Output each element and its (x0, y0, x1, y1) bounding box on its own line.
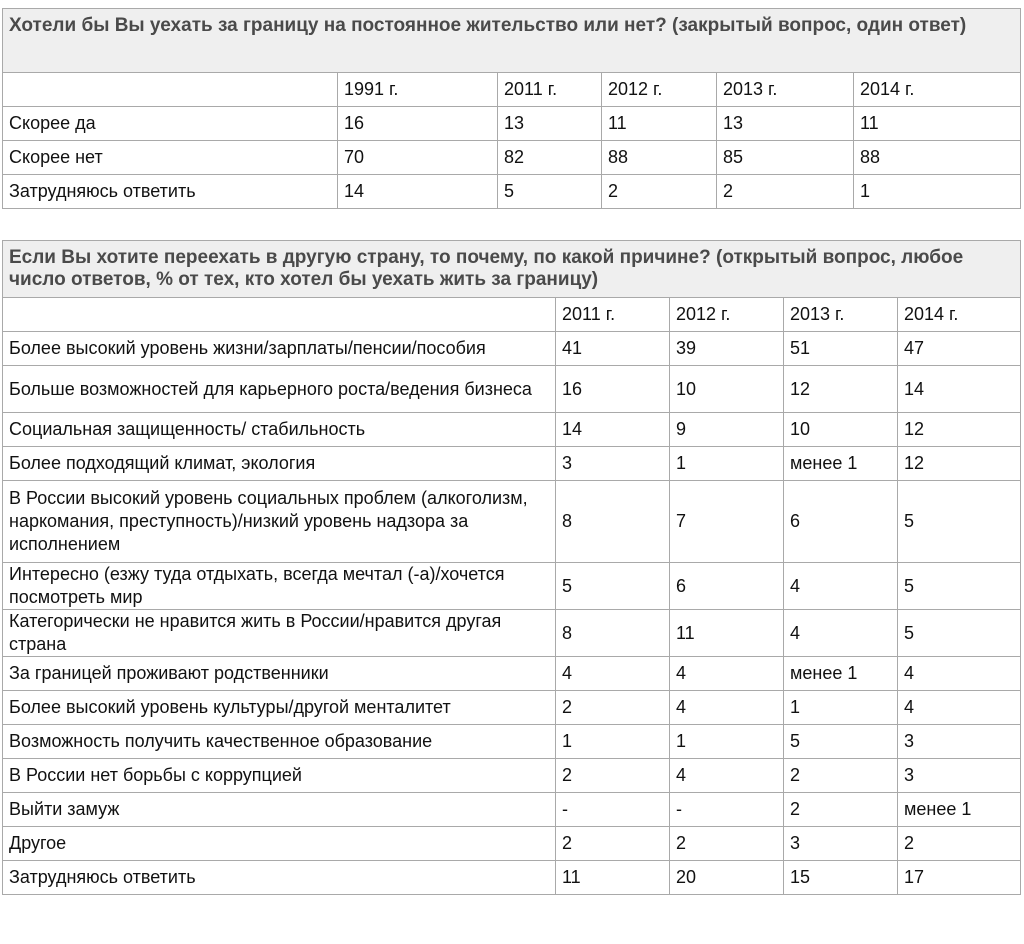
header-cell: 2011 г. (556, 298, 670, 332)
header-cell: 2011 г. (498, 73, 602, 107)
cell-value: 41 (556, 332, 670, 366)
table-row (3, 563, 1021, 610)
cell-value: 47 (898, 332, 1021, 366)
cell-value: 51 (784, 332, 898, 366)
cell-value: 1 (854, 175, 1021, 209)
table-header-row (3, 73, 1021, 107)
cell-value: 10 (670, 366, 784, 413)
cell-value: 2 (556, 759, 670, 793)
cell-value: 2 (602, 175, 717, 209)
cell-value: 88 (854, 141, 1021, 175)
cell-value: 5 (784, 725, 898, 759)
header-cell: 2012 г. (670, 298, 784, 332)
header-cell: 2013 г. (717, 73, 854, 107)
cell-value: 3 (898, 759, 1021, 793)
header-cell: 1991 г. (338, 73, 498, 107)
cell-value: 12 (898, 447, 1021, 481)
table-row (3, 861, 1021, 895)
table-row (3, 610, 1021, 657)
table-row (3, 447, 1021, 481)
cell-value: - (670, 793, 784, 827)
cell-value: 6 (670, 563, 784, 610)
table-caption-row (3, 9, 1021, 73)
cell-value: 13 (498, 107, 602, 141)
cell-value: 2 (556, 827, 670, 861)
cell-value: 5 (898, 563, 1021, 610)
table-row (3, 759, 1021, 793)
cell-value: 14 (556, 413, 670, 447)
row-label: Более высокий уровень культуры/другой менталитет (3, 691, 556, 725)
cell-value: 5 (898, 481, 1021, 563)
cell-value: 9 (670, 413, 784, 447)
header-cell: 2013 г. (784, 298, 898, 332)
cell-value: 4 (784, 610, 898, 657)
emigration-reasons-table (2, 240, 1021, 895)
cell-value: 1 (670, 725, 784, 759)
cell-value: 5 (498, 175, 602, 209)
cell-value: 8 (556, 610, 670, 657)
cell-value: 2 (784, 793, 898, 827)
table-row (3, 366, 1021, 413)
row-label: За границей проживают родственники (3, 657, 556, 691)
header-cell (3, 73, 338, 107)
cell-value: 2 (898, 827, 1021, 861)
cell-value: 1 (556, 725, 670, 759)
cell-value: 2 (784, 759, 898, 793)
cell-value: 15 (784, 861, 898, 895)
cell-value: менее 1 (898, 793, 1021, 827)
cell-value: 4 (556, 657, 670, 691)
row-label: Интересно (езжу туда отдыхать, всегда мечтал (-а)/хочется посмотреть мир (3, 563, 556, 610)
cell-value: 88 (602, 141, 717, 175)
cell-value: 1 (670, 447, 784, 481)
cell-value: 16 (556, 366, 670, 413)
cell-value: 11 (854, 107, 1021, 141)
row-label: Категорически не нравится жить в России/нравится другая страна (3, 610, 556, 657)
cell-value: 11 (670, 610, 784, 657)
row-label: В России высокий уровень социальных проблем (алкоголизм, наркомания, преступность)/низкий уровень надзора за исполнением (3, 481, 556, 563)
table-row (3, 175, 1021, 209)
cell-value: 4 (784, 563, 898, 610)
table-row (3, 107, 1021, 141)
header-cell: 2014 г. (898, 298, 1021, 332)
cell-value: 1 (784, 691, 898, 725)
table-row (3, 413, 1021, 447)
row-label: Скорее нет (3, 141, 338, 175)
cell-value: 5 (556, 563, 670, 610)
cell-value: 3 (784, 827, 898, 861)
cell-value: 11 (602, 107, 717, 141)
cell-value: 13 (717, 107, 854, 141)
table-row (3, 691, 1021, 725)
cell-value: 4 (898, 657, 1021, 691)
row-label: Выйти замуж (3, 793, 556, 827)
cell-value: 82 (498, 141, 602, 175)
cell-value: 2 (556, 691, 670, 725)
header-cell: 2014 г. (854, 73, 1021, 107)
cell-value: 14 (338, 175, 498, 209)
cell-value: 20 (670, 861, 784, 895)
cell-value: 2 (670, 827, 784, 861)
table-row (3, 657, 1021, 691)
table2-caption: Если Вы хотите переехать в другую страну, то почему, по какой причине? (открытый вопрос, любое число ответов, % от тех, кто хотел бы уехать жить за границу) (3, 241, 1021, 298)
row-label: В России нет борьбы с коррупцией (3, 759, 556, 793)
row-label: Затрудняюсь ответить (3, 861, 556, 895)
cell-value: менее 1 (784, 447, 898, 481)
header-cell: 2012 г. (602, 73, 717, 107)
row-label: Затрудняюсь ответить (3, 175, 338, 209)
row-label: Социальная защищенность/ стабильность (3, 413, 556, 447)
row-label: Более подходящий климат, экология (3, 447, 556, 481)
cell-value: 3 (898, 725, 1021, 759)
cell-value: 39 (670, 332, 784, 366)
cell-value: - (556, 793, 670, 827)
cell-value: 16 (338, 107, 498, 141)
cell-value: 17 (898, 861, 1021, 895)
cell-value: 85 (717, 141, 854, 175)
cell-value: 4 (670, 759, 784, 793)
header-cell (3, 298, 556, 332)
cell-value: 4 (670, 691, 784, 725)
cell-value: менее 1 (784, 657, 898, 691)
table-header-row (3, 298, 1021, 332)
table-row (3, 332, 1021, 366)
table-row (3, 793, 1021, 827)
table-row (3, 141, 1021, 175)
cell-value: 14 (898, 366, 1021, 413)
cell-value: 6 (784, 481, 898, 563)
cell-value: 8 (556, 481, 670, 563)
cell-value: 3 (556, 447, 670, 481)
cell-value: 4 (670, 657, 784, 691)
row-label: Возможность получить качественное образование (3, 725, 556, 759)
cell-value: 12 (784, 366, 898, 413)
table-caption-row (3, 241, 1021, 298)
table1-caption: Хотели бы Вы уехать за границу на постоянное жительство или нет? (закрытый вопрос, один ответ) (3, 9, 1021, 73)
row-label: Больше возможностей для карьерного роста/ведения бизнеса (3, 366, 556, 413)
cell-value: 4 (898, 691, 1021, 725)
cell-value: 2 (717, 175, 854, 209)
row-label: Скорее да (3, 107, 338, 141)
table-row (3, 725, 1021, 759)
cell-value: 70 (338, 141, 498, 175)
cell-value: 11 (556, 861, 670, 895)
cell-value: 7 (670, 481, 784, 563)
row-label: Другое (3, 827, 556, 861)
table-row (3, 481, 1021, 563)
cell-value: 10 (784, 413, 898, 447)
emigration-intent-table (2, 8, 1021, 209)
row-label: Более высокий уровень жизни/зарплаты/пенсии/пособия (3, 332, 556, 366)
cell-value: 12 (898, 413, 1021, 447)
cell-value: 5 (898, 610, 1021, 657)
table-row (3, 827, 1021, 861)
